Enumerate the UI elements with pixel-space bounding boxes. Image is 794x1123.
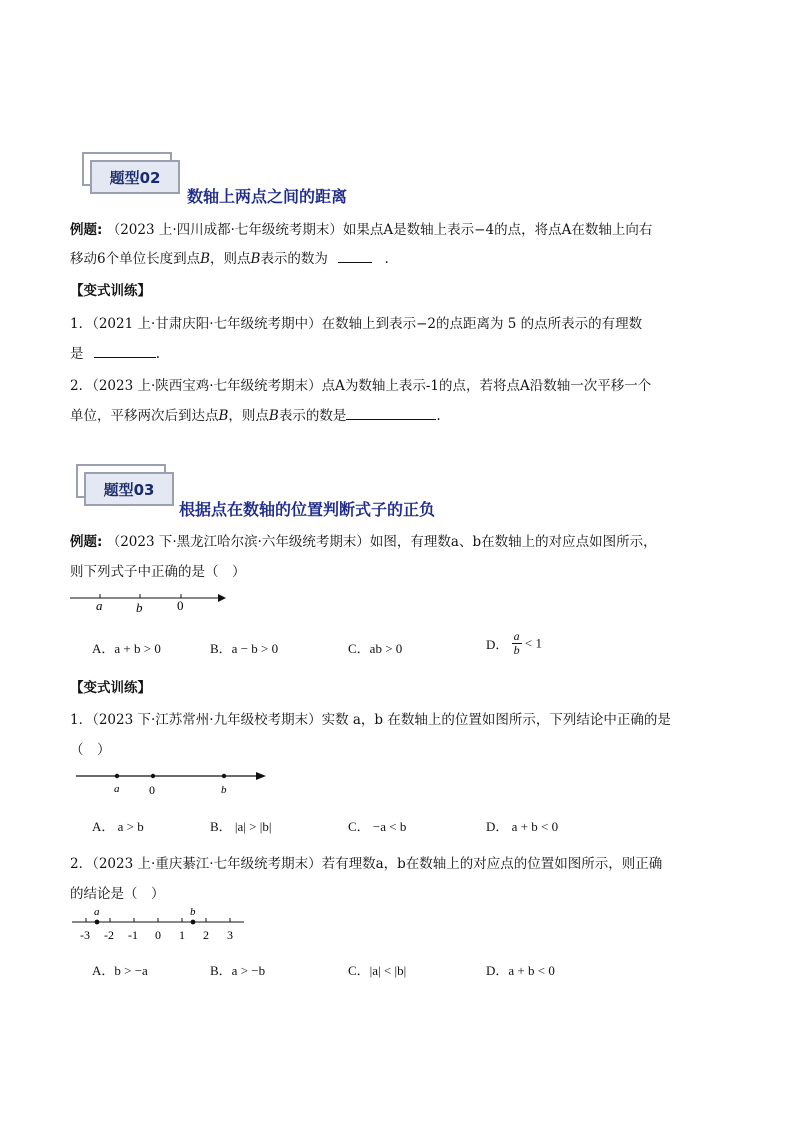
example-text: ，则点 — [210, 251, 251, 267]
point-b: B — [250, 251, 261, 267]
tick-label: 2 — [203, 928, 209, 942]
ex-option-b[interactable]: B．a − b > 0 — [210, 641, 279, 656]
tick-label: -2 — [104, 928, 114, 942]
q1-option-c[interactable]: C． −a < b — [348, 819, 407, 834]
example-label: 例题: — [70, 222, 103, 238]
tick-label: -1 — [128, 928, 138, 942]
point-b — [222, 774, 226, 778]
period: . — [436, 408, 441, 424]
axis-arrow — [256, 772, 266, 780]
ex-option-c[interactable]: C．ab > 0 — [348, 641, 403, 656]
number-line-example — [70, 588, 230, 616]
ex-option-a[interactable]: A．a + b > 0 — [92, 641, 161, 656]
example-text: 移动6个单位长度到点 — [70, 251, 201, 267]
q2-text: 表示的数是 — [278, 408, 347, 424]
label-b: b — [221, 784, 227, 796]
s3-q1-line-2: （ ） — [70, 742, 111, 758]
option-d-tail: < 1 — [524, 635, 542, 651]
section-03-badge — [80, 470, 180, 506]
fraction — [512, 630, 522, 657]
q2-option-c[interactable]: C．|a| < |b| — [348, 963, 407, 978]
fraction-denominator: b — [513, 643, 520, 657]
label-a: a — [96, 598, 103, 613]
ex-option-d[interactable] — [486, 630, 542, 657]
s2-q1-line-2 — [70, 342, 160, 362]
q1-option-b[interactable]: B． |a| > |b| — [210, 819, 272, 834]
option-d-label: D． — [486, 637, 509, 652]
s2-q2-line-2 — [70, 404, 441, 424]
section-03-title: 根据点在数轴的位置判断式子的正负 — [179, 500, 436, 519]
s2-q2-line-1: 2．（2023 上·陕西宝鸡·七年级统考期末）点A为数轴上表示-1的点，若将点A沿数轴一次平移一个 — [70, 378, 652, 394]
fraction-numerator: a — [513, 629, 520, 643]
s3-example-line-1 — [70, 530, 657, 550]
point-a — [95, 920, 100, 925]
q2-option-a[interactable]: A．b > −a — [92, 963, 148, 978]
s2-q1-line-1: 1．（2021 上·甘肃庆阳·七年级统考期中）在数轴上到表示−2的点距离为 5 的点所表示的有理数 — [70, 316, 643, 332]
s3-q2-line-1: 2．（2023 上·重庆綦江·七年级统考期末）若有理数a，b在数轴上的对应点的位置如图所示，则正确 — [70, 856, 663, 872]
tick-label: 1 — [179, 928, 185, 942]
s3-example-line-2: 则下列式子中正确的是（ ） — [70, 564, 246, 580]
example-text: 表示的数为 — [260, 251, 328, 267]
point-b: B — [268, 408, 279, 424]
example-text: （2023 下·黑龙江哈尔滨·六年级统考期末）如图，有理数a、b在数轴上的对应点如图所示， — [106, 534, 657, 550]
badge-label: 题型02 — [90, 160, 180, 194]
point-zero — [151, 774, 155, 778]
answer-blank[interactable] — [94, 343, 156, 358]
q1-option-d[interactable]: D． a + b < 0 — [486, 819, 559, 834]
example-label: 例题: — [70, 534, 103, 550]
q2-text: ，则点 — [228, 408, 269, 424]
tick-label: 0 — [155, 928, 161, 942]
section-02-badge — [86, 158, 186, 194]
section-02-title: 数轴上两点之间的距离 — [187, 187, 348, 206]
s3-practice-label: 【变式训练】 — [70, 680, 151, 696]
tick-label: -3 — [80, 928, 90, 942]
label-zero: 0 — [149, 783, 155, 797]
q1-text: 是 — [70, 346, 84, 362]
period: . — [155, 346, 161, 362]
axis-arrow — [218, 594, 226, 602]
axis-ticks — [86, 918, 230, 922]
point-b — [191, 920, 196, 925]
q2-option-b[interactable]: B．a > −b — [210, 963, 266, 978]
badge-label: 题型03 — [84, 472, 174, 506]
number-line-q2 — [70, 906, 250, 946]
tick-label: 3 — [227, 928, 233, 942]
number-line-q1 — [76, 766, 272, 800]
q2-text: 单位，平移两次后到达点 — [70, 408, 219, 424]
example-text: （2023 上·四川成都·七年级统考期末）如果点A是数轴上表示−4的点，将点A在数轴上向右 — [106, 222, 653, 238]
label-a: a — [114, 783, 120, 795]
label-b: b — [136, 600, 143, 615]
s2-practice-label: 【变式训练】 — [70, 283, 151, 299]
answer-blank[interactable] — [338, 248, 372, 263]
label-zero: 0 — [177, 598, 184, 613]
label-b: b — [190, 906, 196, 918]
q1-option-a[interactable]: A． a > b — [92, 819, 144, 834]
s2-example-line-2 — [70, 247, 389, 267]
s3-q1-line-1: 1．（2023 下·江苏常州·九年级校考期末）实数 a，b 在数轴上的位置如图所示，下列结论中正确的是 — [70, 712, 671, 728]
label-a: a — [94, 906, 100, 918]
point-b: B — [200, 251, 211, 267]
s2-example-line-1 — [70, 218, 652, 238]
q2-option-d[interactable]: D．a + b < 0 — [486, 963, 555, 978]
answer-blank[interactable] — [346, 405, 436, 420]
period: . — [384, 251, 389, 267]
s3-q2-line-2: 的结论是（ ） — [70, 886, 165, 902]
point-a — [115, 774, 119, 778]
point-b: B — [218, 408, 229, 424]
